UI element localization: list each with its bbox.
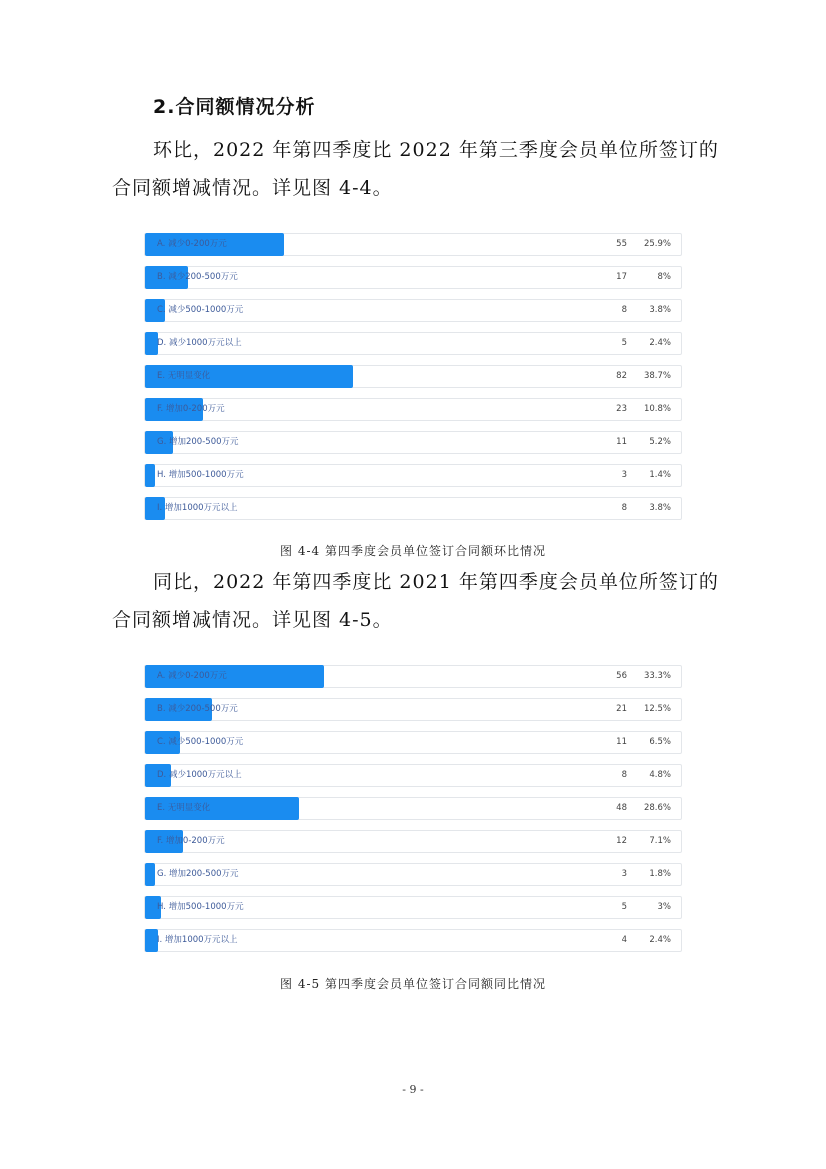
chart-row [144,863,682,886]
bar-label: F. 增加0-200万元 [157,404,225,414]
bar-label: G. 增加200-500万元 [157,869,239,879]
bar-percent: 1.4% [649,470,671,480]
chart-row [144,830,682,853]
chart-row [144,698,682,721]
chart-row [144,332,682,355]
chart-row [144,929,682,952]
bar-percent: 2.4% [649,338,671,348]
bar-label: A. 减少0-200万元 [157,671,227,681]
chart-row [144,896,682,919]
chart-row [144,299,682,322]
chart-row [144,665,682,688]
bar-percent: 38.7% [643,371,671,381]
bar-count: 8 [621,770,627,780]
bar-label: E. 无明显变化 [157,371,211,381]
bar-percent: 7.1% [649,836,671,846]
chart-row [144,464,682,487]
bar-count: 3 [621,470,627,480]
paragraph-qoq: 环比，2022 年第四季度比 2022 年第三季度会员单位所签订的合同额增减情况。详见图 4-4。 [112,139,719,199]
chart-yoy [144,665,682,962]
bar [145,332,158,355]
bar-count: 5 [621,338,627,348]
bar-label: D. 减少1000万元以上 [157,770,242,780]
paragraph-yoy: 同比，2022 年第四季度比 2021 年第四季度会员单位所签订的合同额增减情况。详见图 4-5。 [112,571,719,631]
chart-row [144,497,682,520]
bar-count: 17 [616,272,627,282]
section-heading: 2.合同额情况分析 [153,96,316,118]
chart-row [144,731,682,754]
chart-row [144,764,682,787]
bar-label: A. 减少0-200万元 [157,239,227,249]
bar-count: 5 [621,902,627,912]
page-number: - 9 - [402,1083,424,1096]
figure-caption-4-4: 图 4-4 第四季度会员单位签订合同额环比情况 [280,544,546,558]
bar-count: 11 [616,737,627,747]
bar-percent: 4.8% [649,770,671,780]
bar-count: 82 [616,371,627,381]
bar-count: 48 [616,803,627,813]
bar-count: 23 [616,404,627,414]
bar-count: 12 [616,836,627,846]
bar-label: B. 减少200-500万元 [157,272,238,282]
bar-count: 56 [616,671,627,681]
bar-percent: 5.2% [649,437,671,447]
bar-count: 8 [621,305,627,315]
bar-label: H. 增加500-1000万元 [157,470,244,480]
chart-row [144,398,682,421]
bar [145,929,158,952]
bar-percent: 33.3% [643,671,671,681]
bar-percent: 2.4% [649,935,671,945]
bar-percent: 3.8% [649,305,671,315]
bar-percent: 12.5% [643,704,671,714]
bar [145,863,155,886]
bar-percent: 3% [657,902,671,912]
bar-percent: 28.6% [643,803,671,813]
bar-percent: 1.8% [649,869,671,879]
chart-qoq [144,233,682,530]
bar-label: G. 增加200-500万元 [157,437,239,447]
bar [145,464,155,487]
bar-count: 55 [616,239,627,249]
bar-label: D. 减少1000万元以上 [157,338,242,348]
bar-label: F. 增加0-200万元 [157,836,225,846]
chart-row [144,365,682,388]
figure-caption-4-5: 图 4-5 第四季度会员单位签订合同额同比情况 [280,977,546,991]
bar-count: 11 [616,437,627,447]
bar-percent: 6.5% [649,737,671,747]
bar-label: I. 增加1000万元以上 [157,935,238,945]
bar-percent: 3.8% [649,503,671,513]
bar-label: C. 减少500-1000万元 [157,305,244,315]
bar-label: H. 增加500-1000万元 [157,902,244,912]
bar-label: B. 减少200-500万元 [157,704,238,714]
chart-row [144,431,682,454]
bar-percent: 8% [657,272,671,282]
bar-count: 3 [621,869,627,879]
bar-percent: 25.9% [643,239,671,249]
bar-count: 21 [616,704,627,714]
bar-count: 4 [621,935,627,945]
bar-count: 8 [621,503,627,513]
bar-label: I. 增加1000万元以上 [157,503,238,513]
bar-percent: 10.8% [643,404,671,414]
chart-row [144,266,682,289]
chart-row [144,233,682,256]
bar-label: E. 无明显变化 [157,803,211,813]
chart-row [144,797,682,820]
bar-label: C. 减少500-1000万元 [157,737,244,747]
